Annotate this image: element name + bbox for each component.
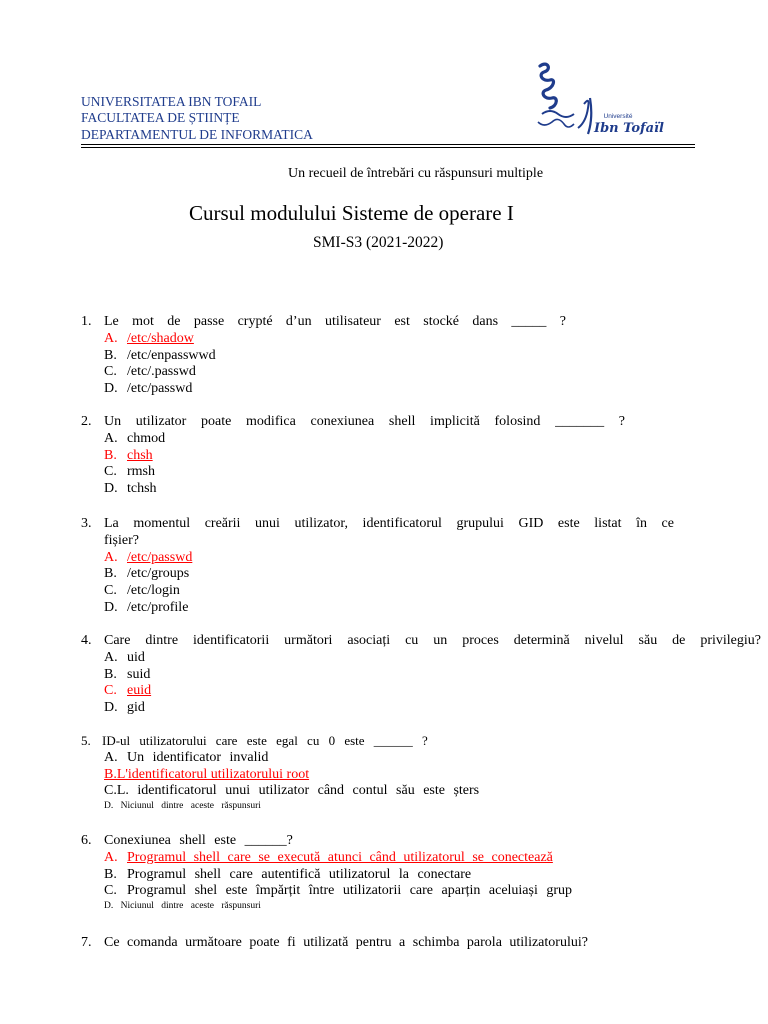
option-text: /etc/passwd [127,381,193,397]
option-text: Programul shell care autentifică utilizatorul la conectare [127,866,472,882]
option-label: A. [104,749,118,765]
question-number: 3. [81,516,92,531]
question-text: ID-ul utilizatorului care este egal cu 0 este ______ ? [102,733,428,748]
option-label: A. [104,549,118,565]
option-label: B. [104,866,117,882]
question-number: 2. [81,414,92,429]
option-label: A. [104,849,118,865]
option-text: /etc/groups [127,566,190,582]
document-subtitle: Un recueil de întrebări cu răspunsuri multiple [288,166,544,181]
option-text: euid [127,683,152,699]
option-label: D. [104,381,118,397]
question-number: 1. [81,314,92,329]
option-c [81,364,566,381]
question-2 [81,414,625,498]
question-number: 5. [81,733,91,748]
question-1 [81,314,566,398]
header-rule-bottom [81,147,695,148]
option-text: /etc/login [127,583,180,599]
option-label: A. [104,330,118,346]
option-label: B. [104,566,117,582]
question-5 [81,733,681,813]
option-d [81,381,566,398]
option-label: B. [104,347,117,363]
option-text: uid [127,649,145,665]
option-a-correct [81,550,674,567]
option-text: chmod [127,430,166,446]
option-b [81,667,761,684]
question-6 [81,833,681,913]
logo-graphic [532,58,664,140]
department-name: DEPARTAMENTUL DE INFORMATICA [81,127,313,142]
option-c [81,464,625,481]
option-text: /etc/enpasswwd [127,347,216,363]
option-label: C. [104,883,117,899]
option-c: C.L. identificatorul unui utilizator când contul său este șters [104,783,480,799]
university-logo [532,58,664,140]
course-code: SMI-S3 (2021-2022) [313,234,444,251]
option-a [81,431,625,448]
option-label: C. [104,464,117,480]
option-text: /etc/profile [127,599,189,615]
header-rule-top [81,144,695,145]
option-label: A. [104,649,118,665]
question-7 [81,935,681,952]
option-label: B. [104,666,117,682]
option-d [81,481,625,498]
question-4 [81,633,761,717]
logo-latin-text: Ibn Tofaïl [594,121,664,136]
option-label: C. [104,364,117,380]
option-label: A. [104,430,118,446]
question-3 [81,516,674,617]
faculty-name: FACULTATEA DE ȘTIINȚE [81,110,240,125]
question-number: 7. [81,935,92,950]
option-text: /etc/.passwd [127,364,196,380]
option-a-correct [81,850,681,867]
question-text: Conexiunea shell este ______? [104,833,293,848]
option-text: /etc/passwd [127,549,193,565]
option-label: D. [104,599,118,615]
option-d [81,600,674,617]
option-d: D. Niciunul dintre aceste răspunsuri [104,901,261,912]
option-text: Programul shell care se execută atunci când utilizatorul se conectează [127,849,553,865]
option-d: D. Niciunul dintre aceste răspunsuri [104,801,261,812]
option-b [81,566,674,583]
question-number: 4. [81,633,92,648]
option-text: chsh [127,447,153,463]
option-b-correct [81,448,625,465]
document-title: Cursul modulului Sisteme de operare I [189,201,514,225]
option-a [81,750,681,767]
option-d [81,700,761,717]
question-text: Un utilizator poate modifica conexiunea shell implicită folosind _______ ? [104,414,625,429]
option-c-correct [81,683,761,700]
option-label: C. [104,683,117,699]
option-c [81,883,681,900]
option-text: tchsh [127,481,157,497]
option-text: gid [127,700,145,716]
option-text: Programul shel este împărțit între utilizatorii care aparțin aceluiași grup [127,883,573,899]
logo-small-text: Université [603,113,633,120]
question-number: 6. [81,833,92,848]
option-label: B. [104,447,117,463]
option-label: C. [104,583,117,599]
option-b-correct: B.L'identificatorul utilizatorului root [104,766,310,782]
university-name: UNIVERSITATEA IBN TOFAIL [81,94,262,109]
question-text: Le mot de passe crypté d’un utilisateur est stocké dans _____ ? [104,314,566,329]
option-b [81,348,566,365]
question-text-continued: fișier? [104,532,139,548]
option-text: Un identificator invalid [127,749,269,765]
option-a-correct [81,331,566,348]
option-c [81,583,674,600]
option-label: D. [104,700,118,716]
question-text: La momentul creării unui utilizator, identificatorul grupului GID este listat în ce [104,516,674,531]
option-text: /etc/shadow [127,330,194,346]
option-text: rmsh [127,464,155,480]
option-a [81,650,761,667]
question-text: Care dintre identificatorii următori asociați cu un proces determină nivelul său de privilegiu? [104,633,761,648]
option-text: suid [127,666,151,682]
option-label: D. [104,481,118,497]
option-b [81,867,681,884]
question-text: Ce comanda următoare poate fi utilizată pentru a schimba parola utilizatorului? [104,935,588,950]
